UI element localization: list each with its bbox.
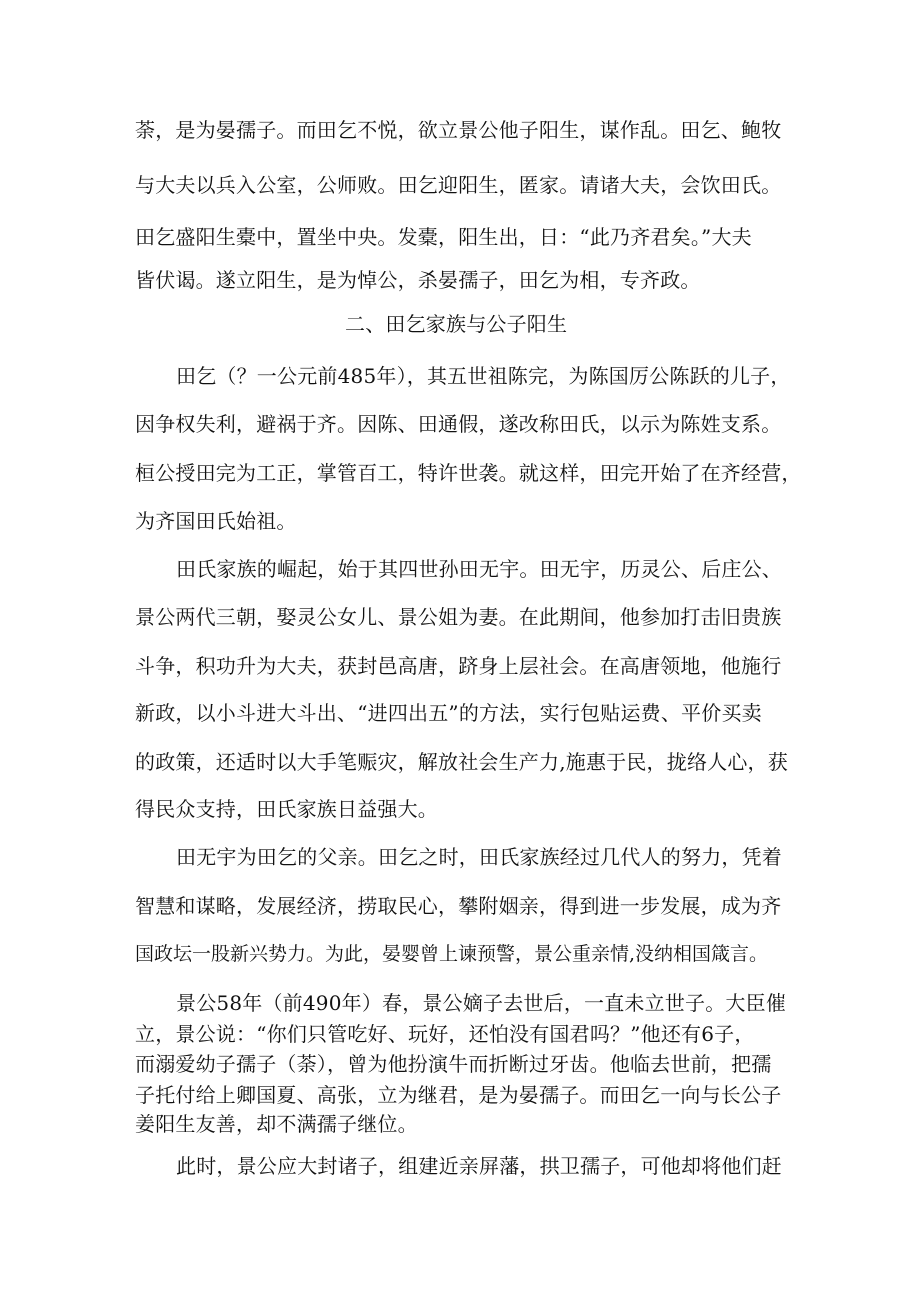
text-line: 田乞（？一公元前485年），其五世祖陈完，为陈国厉公陈跃的儿子， xyxy=(176,364,791,388)
text-line: 国政坛一股新兴势力。为此，晏婴曾上谏预警，景公重亲情,没纳相国箴言。 xyxy=(135,943,769,965)
text-line: 新政，以小斗进大斗出、“进四出五”的方法，实行包贴运费、平价买卖 xyxy=(135,701,762,725)
text-line: 景公58年（前490年）春，景公嫡子去世后，一直未立世子。大臣催 xyxy=(176,991,787,1015)
text-line: 子托付给上卿国夏、高张，立为继君，是为晏孺子。而田乞一向与长公子 xyxy=(135,1083,782,1107)
text-line: 姜阳生友善，却不满孺子继位。 xyxy=(135,1112,418,1136)
text-line: 的政策，还适时以大手笔赈灾，解放社会生产力,施惠于民，拢络人心，获 xyxy=(135,750,788,774)
section-heading: 二、田乞家族与公子阳生 xyxy=(345,312,568,336)
text-line: 桓公授田完为工正，掌管百工，特许世袭。就这样，田完开始了在齐经营， xyxy=(135,461,802,485)
text-line: 此时，景公应大封诸子，组建近亲屏藩，拱卫孺子，可他却将他们赶 xyxy=(176,1154,782,1178)
text-line: 荼，是为晏孺子。而田乞不悦，欲立景公他子阳生，谋作乱。田乞、鲍牧 xyxy=(135,118,782,142)
text-line: 斗争，积功升为大夫，获封邑高唐，跻身上层社会。在高唐领地，他施行 xyxy=(135,654,782,678)
text-line: 立，景公说：“你们只管吃好、玩好，还怕没有国君吗？”他还有6子， xyxy=(135,1022,755,1046)
text-line: 皆伏谒。遂立阳生，是为悼公，杀晏孺子，田乞为相，专齐政。 xyxy=(135,268,701,292)
text-line: 因争权失利，避祸于齐。因陈、田通假，遂改称田氏，以示为陈姓支系。 xyxy=(135,412,782,436)
text-line: 与大夫以兵入公室，公师败。田乞迎阳生，匿家。请诸大夫，会饮田氏。 xyxy=(135,173,782,197)
text-line: 为齐国田氏始祖。 xyxy=(135,509,297,533)
text-line: 景公两代三朝，娶灵公女儿、景公姐为妻。在此期间，他参加打击旧贵族 xyxy=(135,605,782,629)
text-line: 田乞盛阳生橐中，置坐中央。发橐，阳生出，日：“此乃齐君矣。”大夫 xyxy=(135,225,752,249)
text-line: 田氏家族的崛起，始于其四世孙田无宇。田无宇，历灵公、后庄公、 xyxy=(176,557,782,581)
text-line: 得民众支持，田氏家族日益强大。 xyxy=(135,797,438,821)
text-line: 智慧和谋略，发展经济，捞取民心，攀附姻亲，得到进一步发展，成为齐 xyxy=(135,894,782,918)
text-line: 而溺爱幼子孺子（荼），曾为他扮演牛而折断过牙齿。他临去世前，把孺 xyxy=(135,1052,772,1076)
text-line: 田无宇为田乞的父亲。田乞之时，田氏家族经过几代人的努力，凭着 xyxy=(176,845,782,869)
